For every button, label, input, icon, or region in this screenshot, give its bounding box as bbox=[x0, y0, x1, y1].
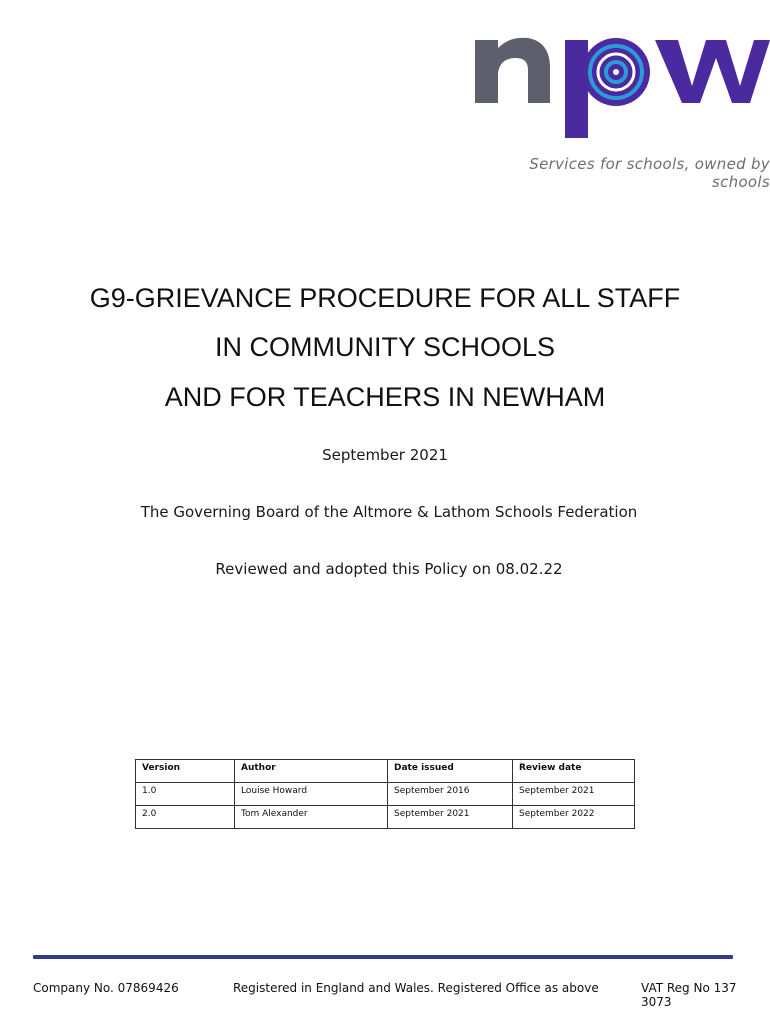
cell-version: 1.0 bbox=[136, 783, 235, 806]
cell-author: Louise Howard bbox=[235, 783, 388, 806]
column-header-review-date: Review date bbox=[513, 760, 635, 783]
adoption-statement: Reviewed and adopted this Policy on 08.02.22 bbox=[215, 560, 563, 578]
footer-vat-number: VAT Reg No 137 3073 bbox=[641, 981, 737, 1009]
logo-tagline: Services for schools, owned by schools bbox=[529, 155, 770, 191]
cell-version: 2.0 bbox=[136, 806, 235, 829]
footer-divider bbox=[33, 955, 733, 959]
document-title-line-3: AND FOR TEACHERS IN NEWHAM bbox=[164, 382, 606, 412]
table-header-row bbox=[136, 760, 635, 783]
column-header-date-issued: Date issued bbox=[388, 760, 513, 783]
npw-logo bbox=[470, 18, 770, 178]
governing-board: The Governing Board of the Altmore & Lathom Schools Federation bbox=[140, 503, 638, 521]
cell-review-date: September 2021 bbox=[513, 783, 635, 806]
table-row bbox=[136, 783, 635, 806]
issue-date: September 2021 bbox=[322, 446, 448, 464]
table-row bbox=[136, 806, 635, 829]
footer-registration: Registered in England and Wales. Registered Office as above bbox=[233, 981, 599, 995]
document-title-line-2: IN COMMUNITY SCHOOLS bbox=[214, 332, 556, 362]
cell-review-date: September 2022 bbox=[513, 806, 635, 829]
version-table bbox=[135, 759, 635, 829]
cell-author: Tom Alexander bbox=[235, 806, 388, 829]
column-header-version: Version bbox=[136, 760, 235, 783]
document-title-line-1: G9-GRIEVANCE PROCEDURE FOR ALL STAFF bbox=[89, 283, 681, 313]
column-header-author: Author bbox=[235, 760, 388, 783]
cell-date-issued: September 2016 bbox=[388, 783, 513, 806]
cell-date-issued: September 2021 bbox=[388, 806, 513, 829]
footer-company-number: Company No. 07869426 bbox=[33, 981, 179, 995]
